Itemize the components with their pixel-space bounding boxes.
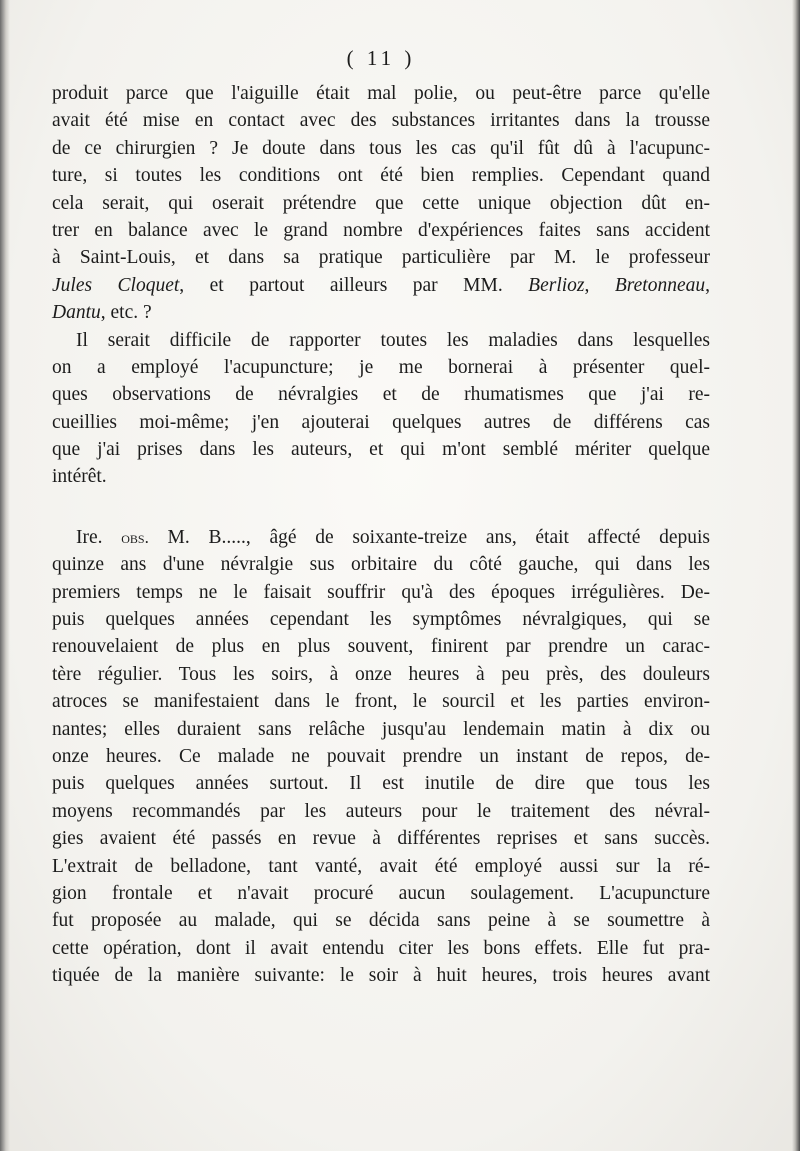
text-line: [52, 853, 710, 880]
page-text: [52, 38, 710, 990]
small-caps-label: obs.: [121, 527, 149, 547]
text-run: ,: [705, 274, 711, 296]
text-run: que j'ai prises dans les auteurs, et qui m'ont semblé mériter quelque: [52, 439, 710, 461]
text-run: premiers temps ne le faisait souffrir qu'à des époques irrégulières. De-: [52, 581, 710, 603]
text-line: [52, 551, 710, 578]
italic-name: Bretonneau: [614, 274, 706, 296]
page-shadow-left: [0, 0, 10, 1151]
text-line: [52, 272, 710, 299]
italic-name: Jules Cloquet: [52, 274, 180, 296]
text-line: [52, 716, 710, 743]
text-line: [52, 770, 710, 797]
text-run: quinze ans d'une névralgie sus orbitaire du côté gauche, qui dans les: [52, 554, 710, 576]
text-line: [52, 299, 710, 326]
paragraph-2: [52, 327, 710, 491]
text-line: [52, 962, 710, 989]
text-run: ture, si toutes les conditions ont été bien remplies. Cependant quand: [52, 165, 710, 187]
page-shadow-right: [792, 0, 800, 1151]
text-line: [52, 244, 710, 271]
text-line: [52, 107, 710, 134]
text-run: on a employé l'acupuncture; je me bornerai à présenter quel-: [52, 356, 710, 378]
text-run: avait été mise en contact avec des substances irritantes dans la trousse: [52, 110, 710, 132]
text-line: [52, 436, 710, 463]
text-run: tiquée de la manière suivante: le soir à huit heures, trois heures avant: [52, 965, 710, 987]
text-run: tère régulier. Tous les soirs, à onze heures à peu près, des douleurs: [52, 663, 710, 685]
text-run: produit parce que l'aiguille était mal polie, ou peut-être parce qu'elle: [52, 83, 710, 104]
text-run: L'extrait de belladone, tant vanté, avait été employé aussi sur la ré-: [52, 855, 710, 877]
section-gap: [52, 491, 710, 524]
text-run: ques observations de névralgies et de rhumatismes que j'ai re-: [52, 384, 710, 406]
text-run: , etc. ?: [100, 302, 152, 324]
text-line: [52, 463, 710, 490]
text-line: [52, 354, 710, 381]
text-run: , et partout ailleurs par MM.: [179, 274, 529, 296]
text-line: [52, 606, 710, 633]
text-run: renouvelaient de plus en plus souvent, finirent par prendre un carac-: [52, 636, 710, 658]
text-run: de ce chirurgien ? Je doute dans tous les cas qu'il fût dû à l'acupunc-: [52, 137, 710, 159]
text-run: trer en balance avec le grand nombre d'expériences faites sans accident: [52, 219, 710, 241]
text-run: fut proposée au malade, qui se décida sans peine à se soumettre à: [52, 910, 710, 932]
text-run: puis quelques années cependant les symptômes névralgiques, qui se: [52, 609, 710, 631]
text-run: cette opération, dont il avait entendu citer les bons effets. Elle fut pra-: [52, 937, 710, 959]
italic-name: Dantu: [52, 302, 101, 324]
text-line: [52, 524, 710, 551]
text-run: ,: [584, 274, 615, 296]
text-run: nantes; elles duraient sans relâche jusqu'au lendemain matin à dix ou: [52, 718, 710, 740]
paragraph-1: [52, 80, 710, 327]
text-run: moyens recommandés par les auteurs pour le traitement des névral-: [52, 800, 710, 822]
text-line: [52, 579, 710, 606]
text-line: [52, 633, 710, 660]
text-run: M. B....., âgé de soixante-treize ans, était affecté depuis: [148, 526, 710, 548]
text-line: [52, 381, 710, 408]
text-line: [52, 880, 710, 907]
text-run: à Saint-Louis, et dans sa pratique particulière par M. le professeur: [52, 247, 710, 269]
text-line: [52, 798, 710, 825]
text-line: [52, 135, 710, 162]
text-line: [52, 825, 710, 852]
text-line: [52, 688, 710, 715]
text-run: cela serait, qui oserait prétendre que cette unique objection dût en-: [52, 192, 710, 214]
italic-name: Berlioz: [528, 274, 585, 296]
text-run: Il serait difficile de rapporter toutes les maladies dans lesquelles: [76, 329, 710, 351]
text-line: [52, 162, 710, 189]
text-line: [52, 409, 710, 436]
paragraph-3: [52, 524, 710, 990]
text-line: [52, 80, 710, 107]
text-line: [52, 190, 710, 217]
text-line: [52, 935, 710, 962]
text-run: onze heures. Ce malade ne pouvait prendre un instant de repos, de-: [52, 745, 710, 767]
text-run: intérêt.: [52, 466, 107, 488]
text-line: [52, 327, 710, 354]
text-run: Ire.: [76, 526, 122, 548]
text-run: puis quelques années surtout. Il est inutile de dire que tous les: [52, 773, 710, 795]
text-line: [52, 217, 710, 244]
text-line: [52, 907, 710, 934]
text-line: [52, 661, 710, 688]
text-run: atroces se manifestaient dans le front, le sourcil et les parties environ-: [52, 691, 710, 713]
text-run: gies avaient été passés en revue à différentes reprises et sans succès.: [52, 828, 710, 850]
text-line: [52, 743, 710, 770]
page-number: ( 11 ): [346, 46, 416, 70]
text-run: cueillies moi-même; j'en ajouterai quelques autres de différens cas: [52, 411, 710, 433]
text-run: gion frontale et n'avait procuré aucun soulagement. L'acupuncture: [52, 882, 710, 904]
